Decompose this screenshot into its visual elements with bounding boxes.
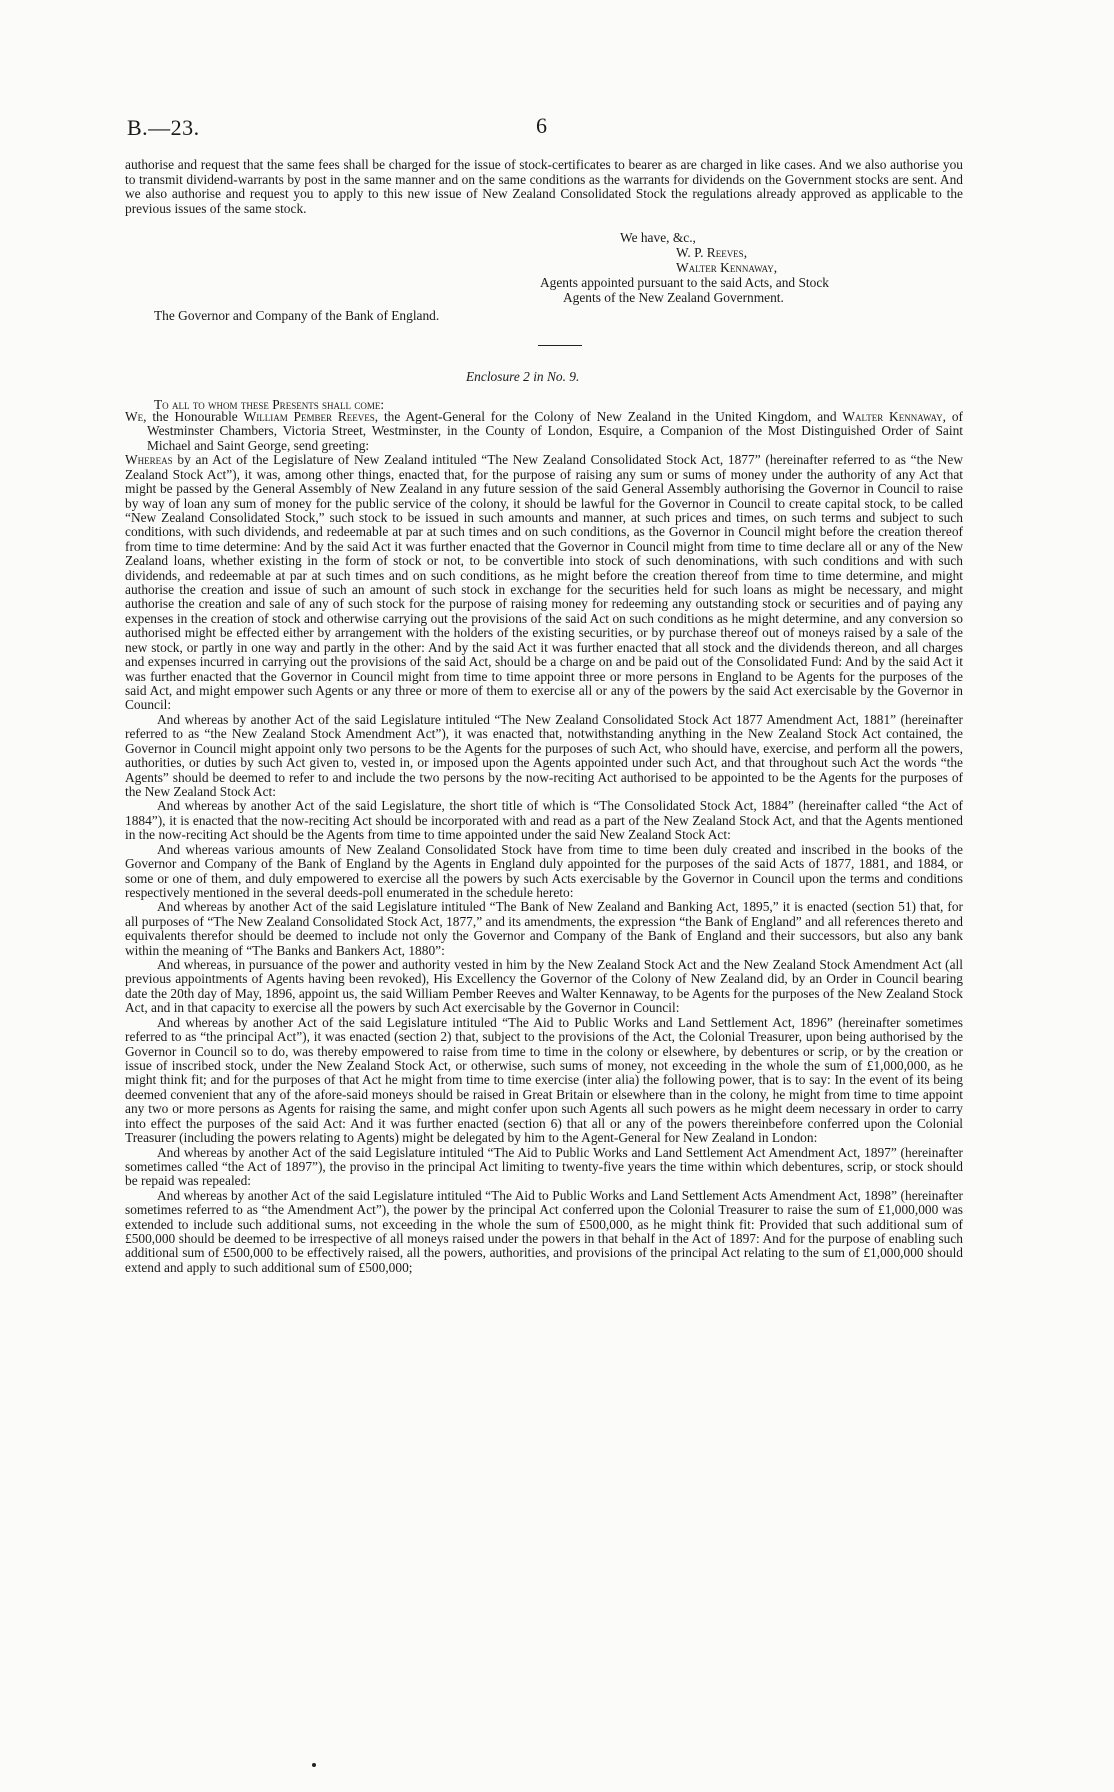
signatory-capacity-line-1: Agents appointed pursuant to the said Acts, and Stock	[540, 275, 829, 290]
deed-body	[125, 410, 963, 1275]
recital-paragraph-1: Whereas by an Act of the Legislature of New Zealand intituled “The New Zealand Consolidated Stock Act, 1877” (hereinafter referred to as “the New Zealand Stock Act”), it was, among other things, enacted that, for the purpose of raising any sum or sums of money under the authority of any Act that might be passed by the General Assembly of New Zealand in any future session of the said General Assembly authorising the Governor in Council to raise by way of loan any sum of money for the public service of the colony, it should be lawful for the Governor in Council to create capital stock, to be called “New Zealand Consolidated Stock,” such stock to be issued in such amounts and manner, at such prices and times, on such terms and subject to such conditions, with such dividends, and redeemable at par at such times and on such conditions, as the Governor in Council might before the creation thereof from time to time determine: And by the said Act it was further enacted that the Governor in Council might from time to time declare all or any of the New Zealand loans, whether existing in the form of stock or not, to be convertible into stock of such denominations, with such conditions and with such dividends, and redeemable at par at such times and on such conditions, as he might before the creation thereof from time to time determine, and might authorise the creation and issue of such an amount of such stock in exchange for the securities held for such loans as might be necessary, and might authorise the creation and sale of any of such stock for the purpose of raising money for redeeming any outstanding stock or securities and of paying any expenses in the creation of stock and otherwise carrying out the provisions of the said Act on such conditions as he might determine, and any conversion so authorised might be effected either by arrangement with the holders of the existing securities, or by purchase thereof out of moneys raised by a sale of the new stock, or partly in one way and partly in the other: And by the said Act it was further enacted that all stock and the dividends thereon, and all charges and expenses incurred in carrying out the provisions of the said Act, should be a charge on and be paid out of the Consolidated Fund: And by the said Act it was further enacted that the Governor in Council might from time to time appoint three or more persons in England to be Agents for the purposes of the said Act, and might empower such Agents or any three or more of them to exercise all or any of the powers by the said Act exercisable by the Governor in Council:	[125, 452, 963, 713]
recital-paragraph: And whereas by another Act of the said Legislature, the short title of which is “The Consolidated Stock Act, 1884” (hereinafter called “the Act of 1884”), it is enacted that the now-reciting Act should be incorporated with and read as a part of the New Zealand Stock Act, and that the Agents mentioned in the now-reciting Act should be the Agents from time to time appointed under the said New Zealand Stock Act:	[125, 798, 963, 843]
letter-salutation: We have, &c.,	[620, 230, 696, 245]
deed-parties-paragraph: We, the Honourable William Pember Reeves, the Agent-General for the Colony of New Zealand in the United Kingdom, and Walter Kennaway, of Westminster Chambers, Victoria Street, Westminster, in the County of London, Esquire, a Companion of the Most Distinguished Order of Saint Michael and Saint George, send greeting:	[125, 409, 964, 453]
signatory-kennaway: Walter Kennaway,	[676, 260, 778, 275]
ink-dot	[312, 1763, 316, 1767]
signatory-capacity-line-2: Agents of the New Zealand Government.	[563, 290, 784, 305]
document-reference: B.—23.	[127, 115, 200, 140]
recital-paragraph: And whereas by another Act of the said Legislature intituled “The Aid to Public Works and Land Settlement Act Amendment Act, 1897” (hereinafter sometimes called “the Act of 1897”), the proviso in the principal Act limiting to twenty-five years the time within which debentures, scrip, or stock should be repaid was repealed:	[125, 1144, 963, 1189]
party-name-reeves: William Pember Reeves,	[243, 409, 379, 424]
recital-paragraph: And whereas by another Act of the said Legislature intituled “The Aid to Public Works and Land Settlement Act, 1896” (hereinafter sometimes referred to as “the principal Act”), it was enacted (section 2) that, subject to the provisions of the Act, the Colonial Treasurer, upon being authorised by the Governor in Council so to do, was thereby empowered to raise from time to time in the colony or elsewhere, by debentures or scrip, or by the creation or issue of inscribed stock, under the New Zealand Stock Act, or otherwise, such sums of money, not exceeding in the whole the sum of £1,000,000, as he might think fit; and for the purposes of that Act he might from time to time exercise (inter alia) the following power, that is to say: In the event of its being deemed convenient that any of the afore-said moneys should be raised in Great Britain or elsewhere than in the colony, he might from time to time appoint any two or more persons as Agents for raising the same, and might confer upon such Agents all such powers as he might deem necessary in order to carry into effect the purposes of the said Act: And it was further enacted (section 6) that all or any of the powers thereinbefore conferred upon the Colonial Treasurer (including the powers relating to Agents) might be delegated by him to the Agent-General for New Zealand in London:	[125, 1014, 963, 1146]
deed-opening: To all to whom these Presents shall come:	[154, 397, 385, 412]
letter-closing-paragraph: authorise and request that the same fees shall be charged for the issue of stock-certificates to bearer as are charged in like cases. And we also authorise you to transmit dividend-warrants by post in the same manner and on the same conditions as the warrants for dividends on the Government stocks are sent. And we also authorise and request you to apply to this new issue of New Zealand Consolidated Stock the regulations already approved as applicable to the previous issues of the same stock.	[125, 157, 963, 216]
recital-paragraph: And whereas by another Act of the said Legislature intituled “The New Zealand Consolidated Stock Act 1877 Amendment Act, 1881” (hereinafter referred to as “the New Zealand Stock Amendment Act”), it was enacted that, notwithstanding anything in the New Zealand Stock Act contained, the Governor in Council might appoint only two persons to be the Agents for the purposes of such Act, who should have, exercise, and perform all the powers, authorities, or duties by such Act given to, vested in, or imposed upon the Agents appointed under such Act, and that throughout such Act the words “the Agents” should be deemed to refer to and include the two persons by the now-reciting Act authorised to be appointed to be the Agents for the purposes of the New Zealand Stock Act:	[125, 711, 963, 799]
recital-paragraph: And whereas by another Act of the said Legislature intituled “The Bank of New Zealand and Banking Act, 1895,” it is enacted (section 51) that, for all purposes of “The New Zealand Consolidated Stock Act, 1877,” and its amendments, the expression “the Bank of England” and all references thereto and equivalents therefor should be deemed to include not only the Governor and Company of the Bank of England and their successors, but also any bank within the meaning of “The Banks and Bankers Act, 1880”:	[125, 899, 963, 958]
letter-addressee: The Governor and Company of the Bank of England.	[154, 308, 440, 323]
signatory-reeves: W. P. Reeves,	[676, 245, 748, 260]
recital-paragraph: And whereas by another Act of the said Legislature intituled “The Aid to Public Works and Land Settlement Acts Amendment Act, 1898” (hereinafter sometimes referred to as “the Amendment Act”), the power by the principal Act conferred upon the Colonial Treasurer to raise the sum of £1,000,000 was extended to include such additional sums, not exceeding in the whole the sum of £500,000, as he might think fit: Provided that such additional sum of £500,000 should be deemed to be irrespective of all moneys raised under the powers in that behalf in the Act of 1897: And for the purpose of enabling such additional sum of £500,000 to be effectively raised, all the powers, authorities, and provisions of the principal Act relating to the sum of £1,000,000 should extend and apply to such additional sum of £500,000;	[125, 1187, 963, 1275]
recital-paragraph: And whereas, in pursuance of the power and authority vested in him by the New Zealand Stock Act and the New Zealand Stock Amendment Act (all previous appointments of Agents having been revoked), His Excellency the Governor of the Colony of New Zealand did, by an Order in Council bearing date the 20th day of May, 1896, appoint us, the said William Pember Reeves and Walter Kennaway, to be Agents for the purposes of the New Zealand Stock Act, and in that capacity to exercise all the powers by such Act exercisable by the Governor in Council:	[125, 957, 963, 1016]
section-divider	[538, 345, 582, 346]
recital-paragraph: And whereas various amounts of New Zealand Consolidated Stock have from time to time been duly created and inscribed in the books of the Governor and Company of the Bank of England by the Agents in England duly appointed for the purposes of the said Acts of 1877, 1881, and 1884, or some or one of them, and duly empowered to exercise all the powers by such Acts exercisable by the Governor in Council upon the terms and conditions respectively mentioned in the several deeds-poll enumerated in the schedule hereto:	[125, 841, 963, 900]
party-name-kennaway: Walter Kennaway,	[842, 409, 947, 424]
page-number: 6	[536, 113, 547, 138]
enclosure-title: Enclosure 2 in No. 9.	[466, 369, 580, 384]
